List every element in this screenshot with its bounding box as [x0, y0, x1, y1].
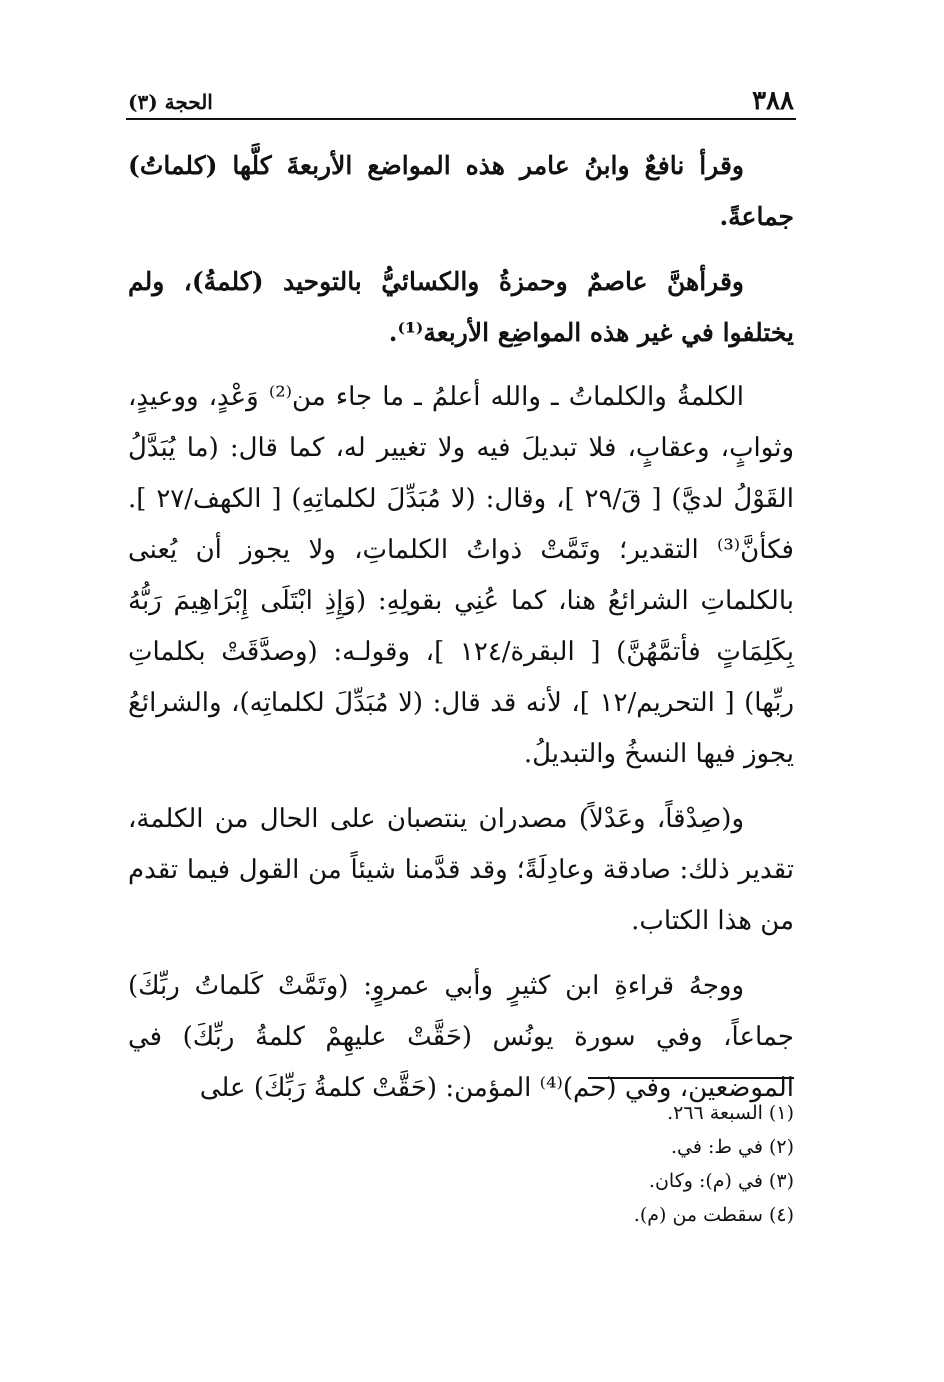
main-text — [128, 140, 794, 1114]
footnote-2: (٢) في ط: في. — [670, 1136, 794, 1158]
header-divider — [126, 118, 796, 120]
paragraph-3: الكلمةُ والكلماتُ ـ والله أعلمُ ـ ما جاء من⁽²⁾ وَعْدٍ، ووعيدٍ، وثوابٍ، وعقابٍ، فلا تبديلَ فيه ولا تغيير له، كما قال: (ما يُبَدَّلُ القَوْلُ لديَّ) [ قَ/٢٩ ]، وقال: (لا مُبَدِّلَ لكلماتِهِ) [ الكهف/٢٧ ]. فكأنَّ⁽³⁾ التقدير؛ وتَمَّتْ ذواتُ الكلماتِ، ولا يجوز أن يُعنى بالكلماتِ الشرائعُ هنا، كما عُنِي بقولِهِ: (وَإِذِ ابْتَلَى إِبْرَاهِيمَ رَبُّهُ بِكَلِمَاتٍ فأتمَّهُنَّ) [ البقرة/١٢٤ ]، وقولـه: (وصدَّقَتْ بكلماتِ ربِّها) [ التحريم/١٢ ]، لأنه قد قال: (لا مُبَدِّلَ لكلماتِه)، والشرائعُ يجوز فيها النسخُ والتبديلُ. — [128, 382, 795, 769]
running-title: الحجة (٣) — [128, 90, 213, 114]
page-header — [128, 82, 794, 116]
paragraph-5: ووجهُ قراءةِ ابن كثيرٍ وأبي عمروٍ: (وتَمَّتْ كَلماتُ ربِّكَ) جماعاً، وفي سورة يونُس (حَقَّتْ عليهِمْ كلمةُ ربِّكَ) في الموضعين، وفي (حم)⁽⁴⁾ المؤمن: (حَقَّتْ كلمةُ رَبِّكَ) على — [128, 971, 794, 1103]
footnote-3: (٣) في (م): وكان. — [648, 1170, 794, 1192]
paragraph-4: و(صِدْقاً، وعَدْلاً) مصدران ينتصبان على الحال من الكلمة، تقدير ذلك: صادقة وعادِلَةً؛ وقد قدَّمنا شيئاً من القول فيما تقدم من هذا الكتاب. — [128, 804, 795, 936]
footnote-4: (٤) سقطت من (م). — [633, 1204, 794, 1226]
footnote-divider — [588, 1077, 794, 1079]
footnote-1: (١) السبعة ٢٦٦. — [667, 1102, 794, 1124]
page-number: ٣٨٨ — [752, 86, 794, 116]
paragraph-2: وقرأهنَّ عاصمٌ وحمزةُ والكسائيُّ بالتوحيد (كلمةُ)، ولم يختلفوا في غير هذه المواضِع الأربعة⁽¹⁾. — [128, 267, 794, 347]
footnotes — [400, 1096, 794, 1232]
paragraph-1: وقرأ نافعٌ وابنُ عامر هذه المواضع الأربعةَ كلَّها (كلماتُ) جماعةً. — [128, 151, 794, 231]
